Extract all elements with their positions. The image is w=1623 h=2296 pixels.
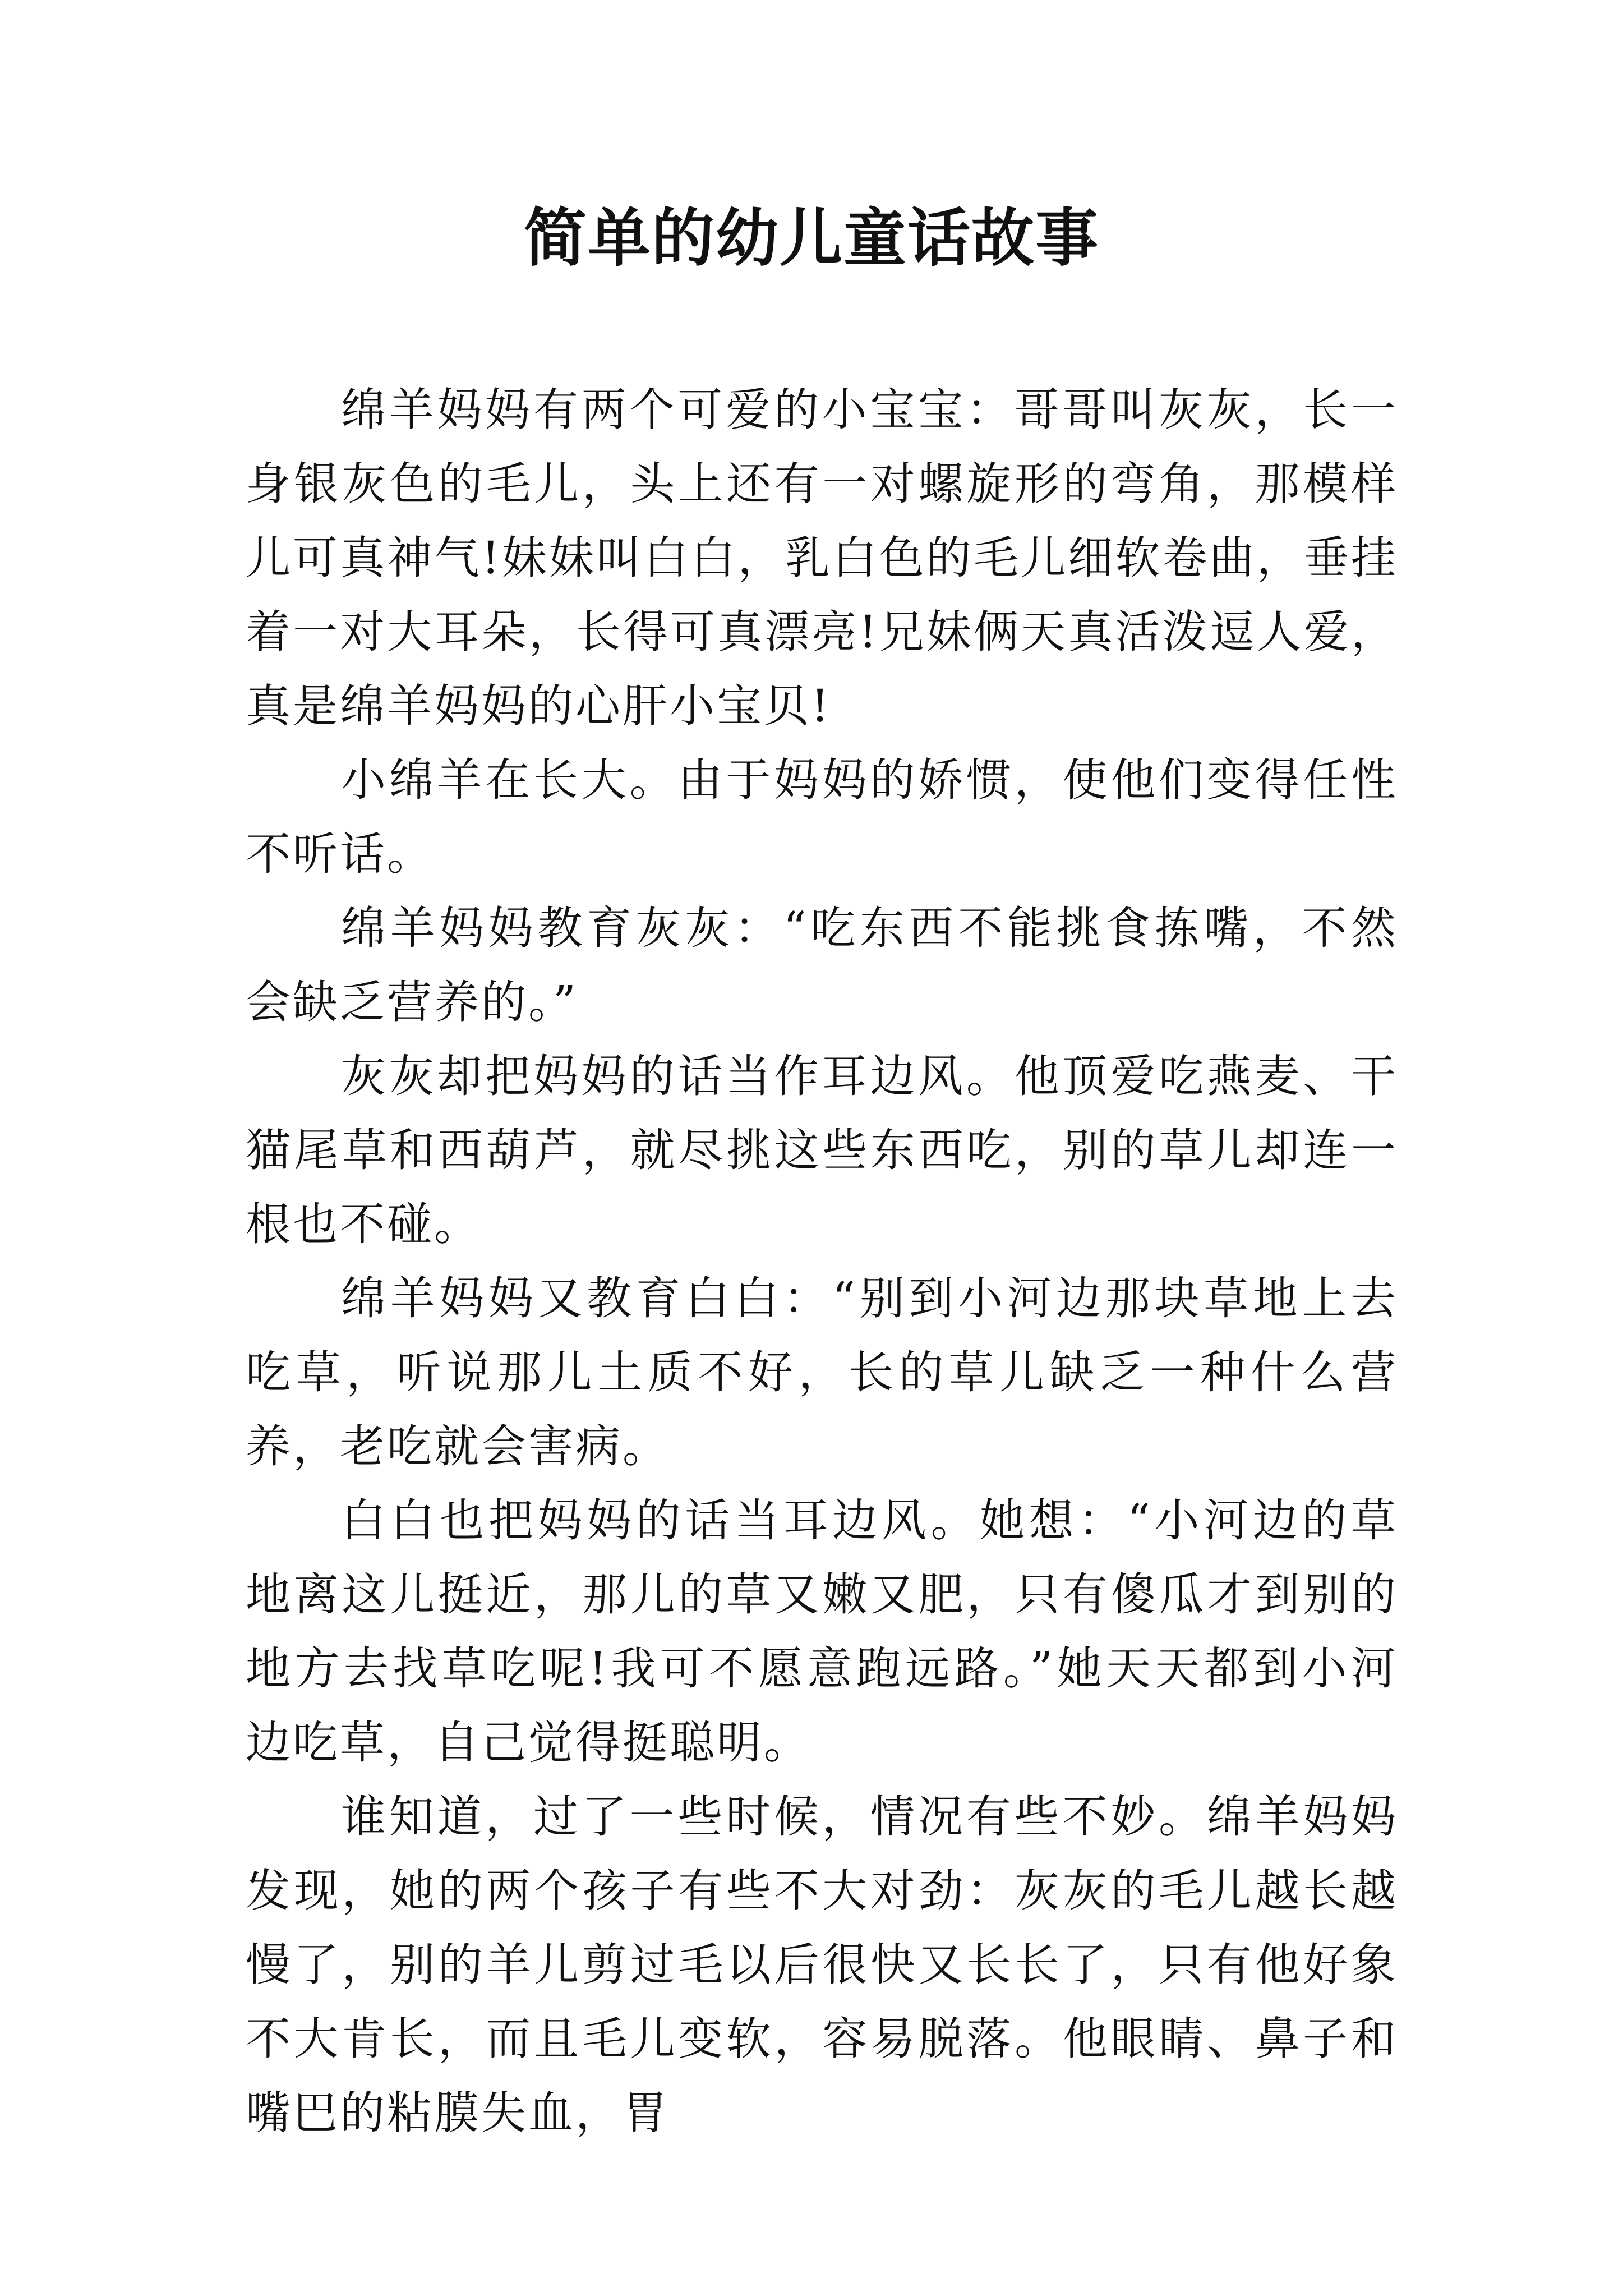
paragraph-2: 小绵羊在长大。由于妈妈的娇惯，使他们变得任性不听话。 (246, 754, 1398, 880)
paragraph-6: 白白也把妈妈的话当耳边风。她想：“小河边的草地离这儿挺近，那儿的草又嫩又肥，只有傻瓜才到别的地方去找草吃呢!我可不愿意跑远路。”她天天都到小河边吃草，自己觉得挺聪明。 (246, 1494, 1398, 1769)
document-title: 简单的幼儿童话故事 (524, 201, 1099, 275)
paragraph-7: 谁知道，过了一些时候，情况有些不妙。绵羊妈妈发现，她的两个孩子有些不大对劲：灰灰的毛儿越长越慢了，别的羊儿剪过毛以后很快又长长了，只有他好象不大肯长，而且毛儿变软，容易脱落。他眼睛、鼻子和嘴巴的粘膜失血，胃 (246, 1791, 1398, 2139)
paragraph-1: 绵羊妈妈有两个可爱的小宝宝：哥哥叫灰灰，长一身银灰色的毛儿，头上还有一对螺旋形的弯角，那模样儿可真神气!妹妹叫白白，乳白色的毛儿细软卷曲，垂挂着一对大耳朵，长得可真漂亮!兄妹俩天真活泼逗人爱，真是绵羊妈妈的心肝小宝贝! (246, 384, 1398, 732)
document-body (246, 373, 1398, 2150)
paragraph-4: 灰灰却把妈妈的话当作耳边风。他顶爱吃燕麦、干猫尾草和西葫芦，就尽挑这些东西吃，别的草儿却连一根也不碰。 (246, 1050, 1398, 1250)
paragraph-3: 绵羊妈妈教育灰灰：“吃东西不能挑食拣嘴，不然会缺乏营养的。” (246, 902, 1398, 1028)
paragraph-5: 绵羊妈妈又教育白白：“别到小河边那块草地上去吃草，听说那儿土质不好，长的草儿缺乏一种什么营养，老吃就会害病。 (246, 1272, 1398, 1473)
